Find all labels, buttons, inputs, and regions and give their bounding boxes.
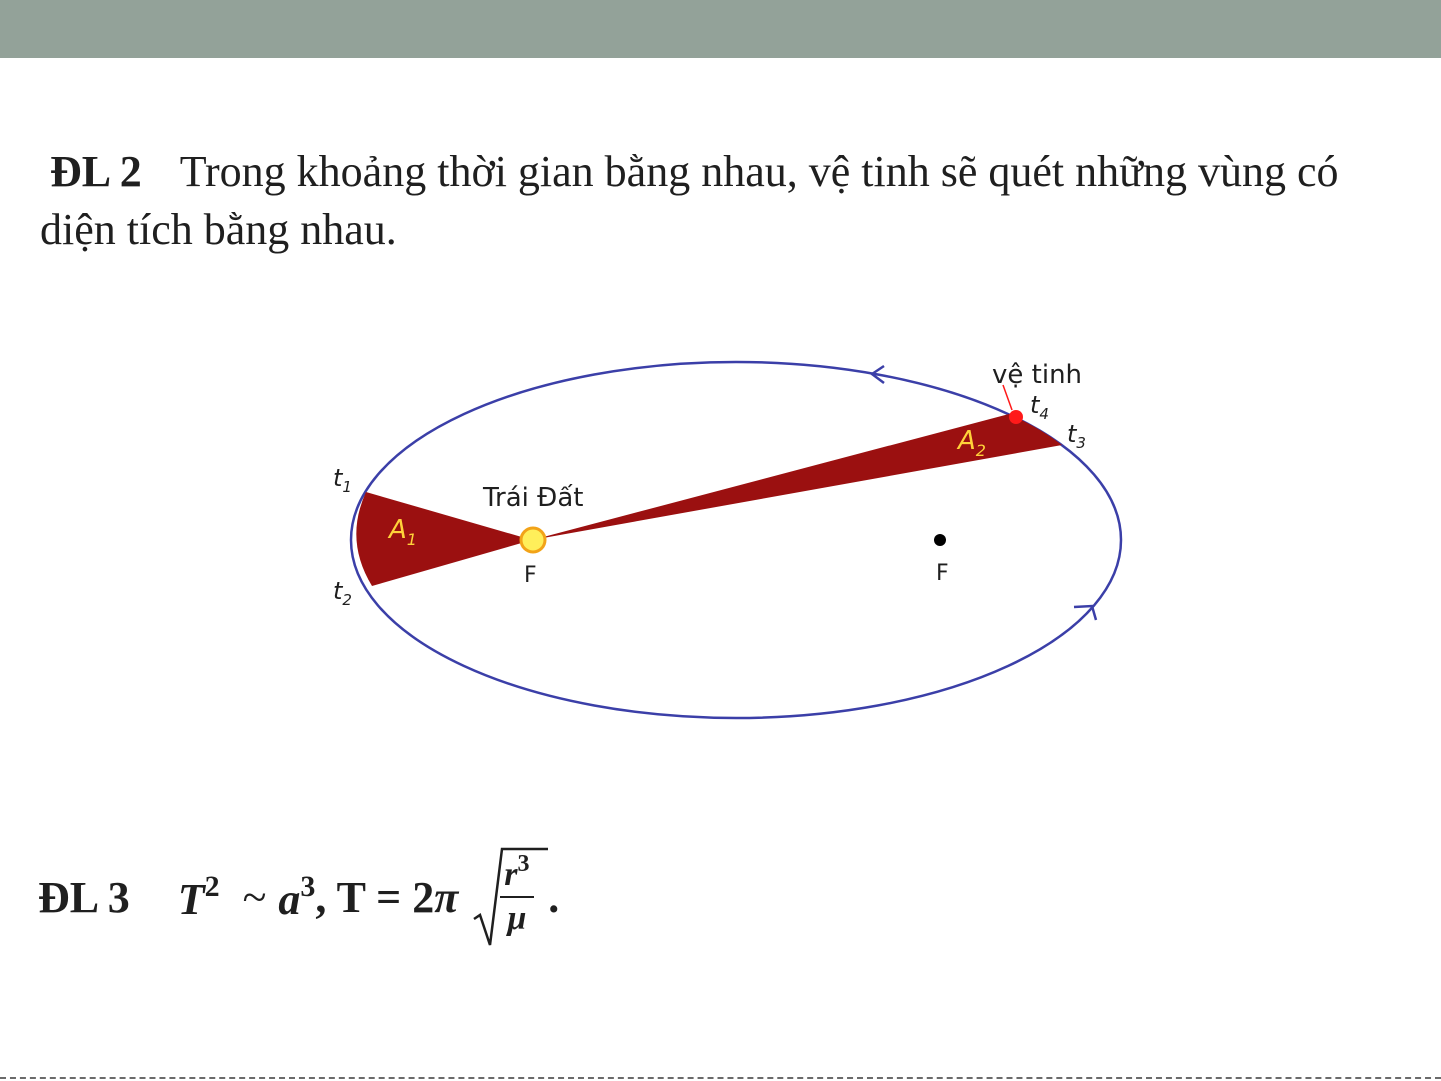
sqrt-expression — [472, 845, 548, 949]
formula-pi: π — [434, 872, 459, 922]
formula-a-cubed: $a^3$ — [278, 869, 316, 924]
formula-period: . — [548, 872, 560, 922]
formula-sim: ~ — [242, 872, 267, 922]
fraction-numerator: $r^3$ — [500, 851, 533, 898]
law-3-label: ĐL 3 — [38, 872, 130, 922]
time-label-t4: $t_4$ — [1030, 391, 1049, 423]
area-2-label: $A_2$ — [958, 426, 986, 460]
earth-dot — [521, 528, 545, 552]
sqrt-sign-icon — [472, 845, 548, 949]
law-3-formula — [38, 845, 559, 949]
time-label-t1: $t_1$ — [333, 464, 352, 496]
time-label-t3: $t_3$ — [1067, 420, 1086, 452]
orbit-arrow-right-icon — [1074, 606, 1096, 620]
earth-label: Trái Đất — [483, 483, 584, 513]
formula-t-squared: $T^2$ — [177, 869, 220, 924]
satellite-label: vệ tinh — [992, 360, 1083, 390]
bottom-divider — [0, 1077, 1441, 1079]
area-1-label: $A_1$ — [389, 515, 417, 549]
law-2-label: ĐL 2 — [50, 147, 142, 196]
law-2-text: Trong khoảng thời gian bằng nhau, vệ tinh sẽ quét những vùng có diện tích bằng nhau. — [40, 147, 1339, 254]
formula-period-eq: , T = 2 — [315, 872, 435, 922]
time-label-t2: $t_2$ — [333, 577, 352, 609]
empty-focus-dot — [934, 534, 946, 546]
satellite-dot — [1009, 410, 1023, 424]
focus-label-empty: F — [936, 561, 949, 586]
sector-a2 — [532, 414, 1062, 540]
fraction-denominator: μ — [507, 900, 527, 937]
focus-label-earth: F — [524, 563, 537, 588]
